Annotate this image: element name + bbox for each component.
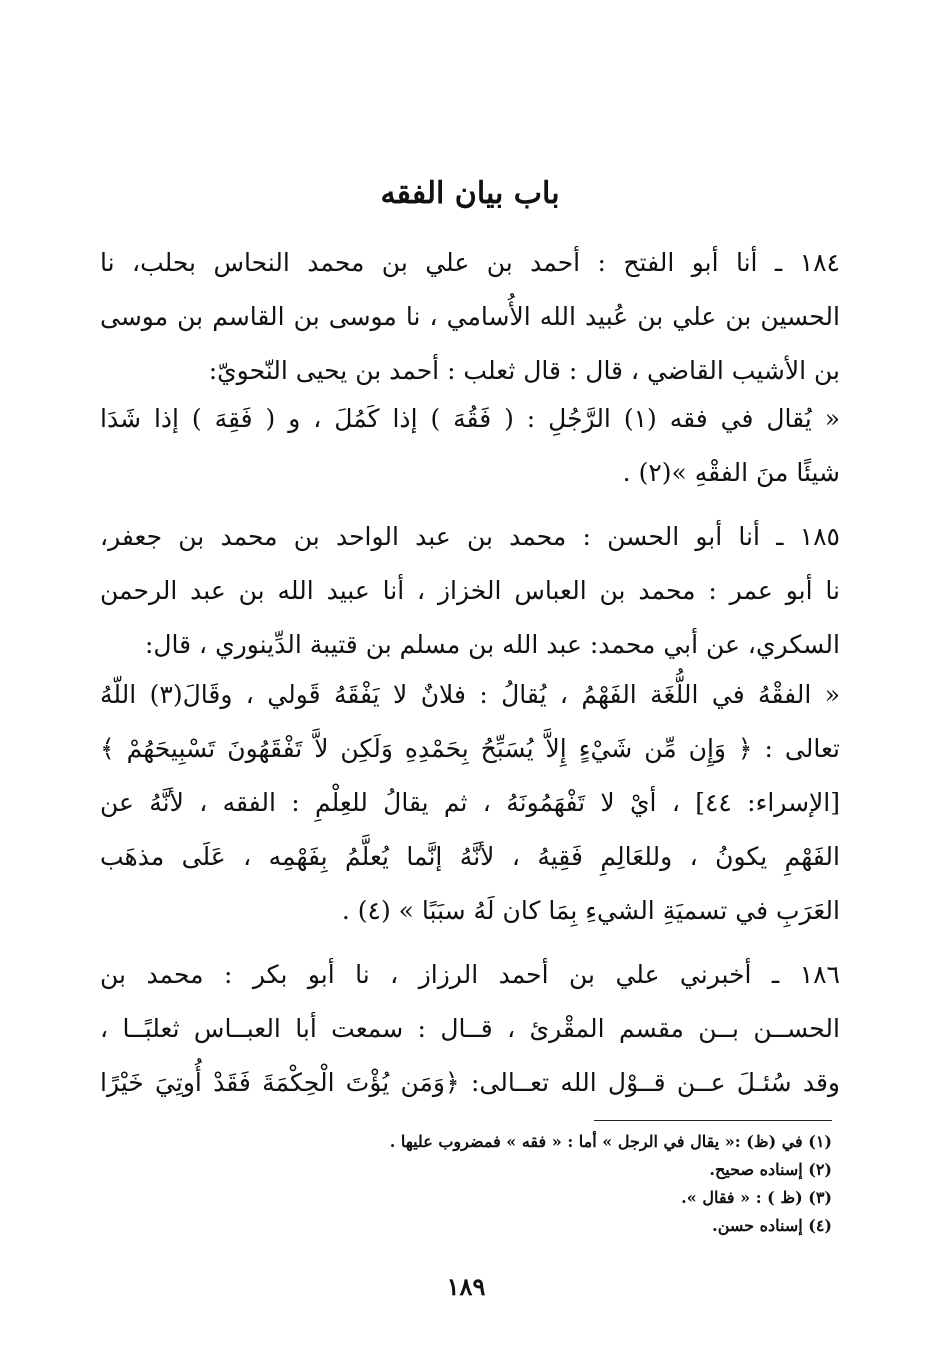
text-line: الفَهْمِ يكونُ ، وللعَالِمِ فَقِيهُ ، لأنَّهُ إنَّما يُعلَّمُ بِفَهْمِه ، عَلَى مذهَب [100,842,840,871]
text-line: الحســن بــن مقسم المقْرئ ، قــال : سمعت أبا العبــاس ثعلبًــا ، [100,1014,840,1043]
text-line: [الإسراء: ٤٤] ، أيْ لا تَفْهَمُونَهُ ، ثم يقالُ للعِلْمِ : الفقه ، لأنَّهُ عن [100,788,840,817]
text-line: الحسين بن علي بن عُبيد الله الأُسامي ، نا موسى بن القاسم بن موسى [100,302,840,331]
footnote-3: (٣) (ظ ) : « فقال ». [681,1188,832,1207]
entry-184 [100,236,840,398]
entry-186 [100,948,840,1110]
text-line: ١٨٥ ـ أنا أبو الحسن : محمد بن عبد الواحد بن محمد بن جعفر، [100,522,840,551]
page-number: ١٨٩ [446,1272,486,1301]
chapter-title: باب بيان الفقه [380,176,560,211]
text-line: وقد سُئـلَ عــن قــوْل الله تعــالى: ﴿وَمَن يُؤْتَ الْحِكْمَةَ فَقَدْ أُوتِيَ خَيْرًا [100,1068,840,1097]
entry-185 [100,510,840,672]
quote-185 [100,668,840,938]
footnotes [92,1128,832,1240]
footnote-divider [594,1120,832,1121]
text-line: ١٨٦ ـ أخبرني علي بن أحمد الرزاز ، نا أبو بكر : محمد بن [100,960,840,989]
text-line: ١٨٤ ـ أنا أبو الفتح : أحمد بن علي بن محمد النحاس بحلب، نا [100,248,840,277]
text-line: نا أبو عمر : محمد بن العباس الخزاز ، أنا عبيد الله بن عبد الرحمن [100,576,840,605]
footnote-2: (٢) إسناده صحيح. [709,1160,832,1179]
text-line: شيئًا منَ الفقْهِ »(٢) . [622,458,840,487]
footnote-4: (٤) إسناده حسن. [712,1216,832,1235]
text-line: تعالى : ﴿ وَإِن مِّن شَيْءٍ إِلاَّ يُسَبِّحُ بِحَمْدِهِ وَلَكِن لاَّ تَفْقَهُونَ تَسْبِيحَهُمْ ﴾ [100,734,840,763]
text-line: « يُقال في فقه (١) الرَّجُلِ : ( فَقُهَ ) إذا كَمُلَ ، و ( فَقِهَ ) إذا شَدَا [100,404,840,433]
text-line: السكري، عن أبي محمد: عبد الله بن مسلم بن قتيبة الدِّينوري ، قال: [144,630,840,659]
text-line: بن الأشيب القاضي ، قال : قال ثعلب : أحمد بن يحيى النّحويّ: [208,356,840,385]
text-line: العَرَبِ في تسميَةِ الشيءِ بِمَا كان لَهُ سبَبًا » (٤) . [341,896,840,925]
text-line: « الفقْهُ في اللُّغَة الفَهْمُ ، يُقالُ : فلانٌ لا يَفْقَهُ قَولي ، وقَالَ(٣) اللّهُ [100,680,840,709]
footnote-1: (١) في (ظ) :« يقال في الرجل » أما : « فقه » فمضروب عليها . [389,1132,832,1151]
quote-184 [100,392,840,500]
